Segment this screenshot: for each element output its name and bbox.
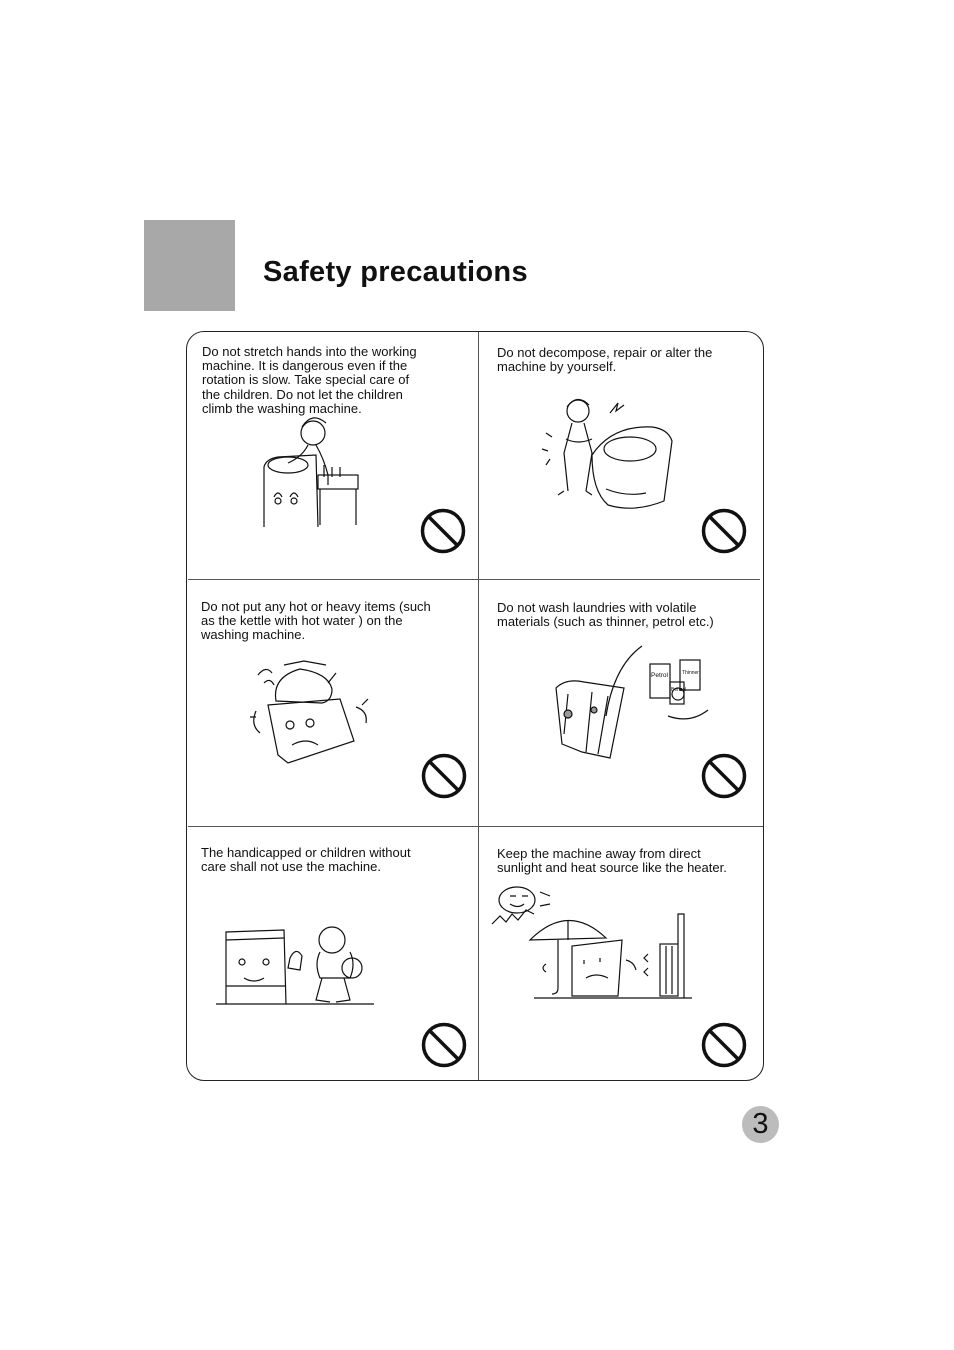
bottle-label-thinner: Thinner bbox=[682, 670, 699, 676]
prohibited-icon bbox=[421, 1022, 467, 1068]
prohibited-icon bbox=[421, 753, 467, 799]
panel-divider-vertical bbox=[478, 332, 479, 1080]
bottle-label-petrol: Petrol bbox=[651, 672, 668, 679]
precaution-text: Do not stretch hands into the working machine. It is dangerous even if the rotation is slow. Take special care of the children. Do not let the children climb the washing machine. bbox=[202, 344, 417, 416]
prohibited-icon bbox=[701, 1022, 747, 1068]
child-and-washer-illustration bbox=[216, 922, 376, 1008]
kettle-on-washer-illustration bbox=[244, 655, 378, 767]
washer-under-sun-and-heater-illustration bbox=[488, 884, 694, 1002]
prohibited-icon bbox=[701, 508, 747, 554]
page-number-badge: 3 bbox=[742, 1106, 779, 1143]
prohibited-icon bbox=[420, 508, 466, 554]
man-near-opened-washer-illustration bbox=[534, 393, 674, 523]
panel-divider-row-2 bbox=[188, 826, 763, 827]
precaution-text: Keep the machine away from direct sunlight and heat source like the heater. bbox=[497, 846, 727, 876]
precaution-text: Do not put any hot or heavy items (such as the kettle with hot water ) on the washing machine. bbox=[201, 599, 431, 643]
child-reaching-into-washer-illustration bbox=[258, 415, 370, 530]
panel-divider-row-1 bbox=[188, 579, 760, 580]
page-title: Safety precautions bbox=[263, 256, 528, 288]
precaution-text: The handicapped or children without care shall not use the machine. bbox=[201, 845, 411, 875]
clothes-and-solvent-bottles-illustration bbox=[548, 644, 710, 772]
prohibited-icon bbox=[701, 753, 747, 799]
precaution-text: Do not wash laundries with volatile materials (such as thinner, petrol etc.) bbox=[497, 600, 714, 630]
precaution-text: Do not decompose, repair or alter the machine by yourself. bbox=[497, 345, 713, 375]
section-marker bbox=[144, 220, 235, 311]
bottle-label-benzol: Benzol bbox=[671, 687, 687, 693]
